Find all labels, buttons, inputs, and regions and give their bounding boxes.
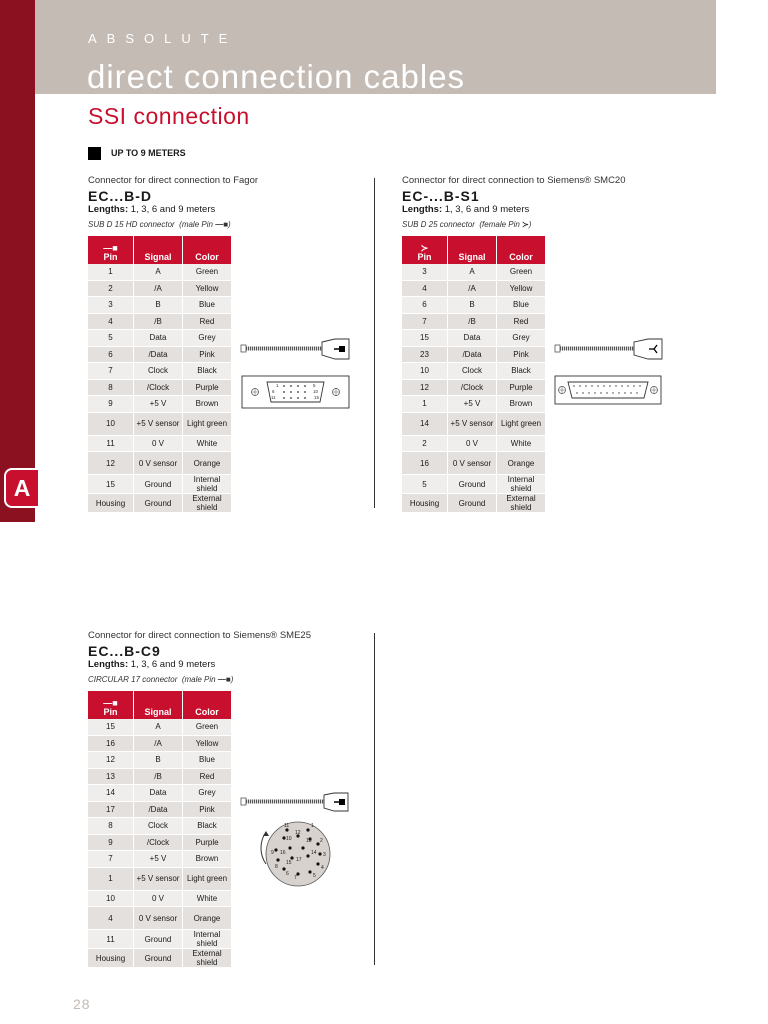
table-row <box>402 363 545 380</box>
pin-label: 10 <box>313 389 319 394</box>
color-header: Color <box>497 236 545 264</box>
signal-cell: /Data <box>134 347 182 364</box>
signal-cell: 0 V <box>448 436 496 453</box>
connector-type <box>88 220 258 229</box>
pin-label: 12 <box>295 830 301 836</box>
pin-cell: 15 <box>88 475 133 494</box>
male-pin-icon: —■ <box>103 698 118 708</box>
cable-description: Connector for direct connection to Siemens® SMC20 <box>402 175 626 186</box>
pin-cell: 17 <box>88 802 133 819</box>
table-row <box>402 436 545 453</box>
cable-lengths <box>88 659 311 670</box>
pin-cell: Housing <box>402 494 447 513</box>
color-cell: Pink <box>183 347 231 364</box>
cable-lengths <box>88 204 258 215</box>
pin-label: 6 <box>272 389 275 394</box>
pin-label: 11 <box>284 823 290 829</box>
connector-name: CIRCULAR 17 connector <box>88 675 178 684</box>
color-cell: Orange <box>183 907 231 930</box>
color-cell: Blue <box>183 752 231 769</box>
left-red-bar <box>0 0 35 522</box>
table-row <box>88 907 231 930</box>
signal-cell: B <box>448 297 496 314</box>
table-row <box>88 949 231 968</box>
male-pin-icon: —■ <box>103 243 118 253</box>
table-row <box>88 719 231 736</box>
table-row <box>88 785 231 802</box>
pin-label: 13 <box>306 838 312 844</box>
cable-lengths <box>402 204 626 215</box>
table-row <box>88 494 231 513</box>
table-row <box>88 297 231 314</box>
bullet-square-icon <box>88 147 101 160</box>
signal-cell: Data <box>134 785 182 802</box>
pin-cell: 16 <box>402 452 447 475</box>
circular17-cable-illustration <box>240 792 352 892</box>
signal-cell: /Data <box>134 802 182 819</box>
pin-cell: 9 <box>88 835 133 852</box>
pin-header <box>88 691 133 719</box>
pin-type-close: ) <box>230 675 234 684</box>
table-row <box>88 281 231 298</box>
lengths-value: 1, 3, 6 and 9 meters <box>130 204 216 215</box>
cable-code: EC...B-C9 <box>88 643 161 659</box>
table-row <box>402 264 545 281</box>
connector-name: SUB D 25 connector <box>402 220 475 229</box>
pin-cell: 10 <box>402 363 447 380</box>
signal-cell: +5 V <box>134 396 182 413</box>
pin-cell: 5 <box>402 475 447 494</box>
signal-cell: /A <box>134 736 182 753</box>
signal-cell: 0 V sensor <box>448 452 496 475</box>
signal-cell: /B <box>134 314 182 331</box>
pin-cell: 15 <box>88 719 133 736</box>
pin-cell: 2 <box>88 281 133 298</box>
pin-label: 5 <box>313 873 316 879</box>
pin-cell: 3 <box>88 297 133 314</box>
signal-header: Signal <box>134 236 182 264</box>
pin-label: 10 <box>286 836 292 842</box>
signal-cell: 0 V <box>134 436 182 453</box>
table-row <box>88 802 231 819</box>
pin-cell: 23 <box>402 347 447 364</box>
section-tab[interactable]: A <box>4 468 38 508</box>
pin-cell: Housing <box>88 494 133 513</box>
table-row <box>402 314 545 331</box>
pin-table <box>401 236 546 513</box>
female-pin-icon: ≻ <box>420 243 429 253</box>
table-row <box>88 363 231 380</box>
table-row <box>88 436 231 453</box>
table-row <box>402 347 545 364</box>
pin-cell: 10 <box>88 413 133 436</box>
signal-cell: 0 V sensor <box>134 452 182 475</box>
color-cell: Light green <box>497 413 545 436</box>
signal-cell: 0 V sensor <box>134 907 182 930</box>
table-row <box>88 452 231 475</box>
pin-label: 1 <box>276 383 279 388</box>
female-pin-icon: ≻ <box>522 220 529 229</box>
table-row <box>88 868 231 891</box>
pin-cell: 7 <box>88 851 133 868</box>
signal-cell: +5 V sensor <box>448 413 496 436</box>
pin-cell: 4 <box>402 281 447 298</box>
pin-label: 11 <box>271 395 276 400</box>
subd25-cable-illustration <box>554 338 666 408</box>
table-row <box>402 413 545 436</box>
signal-cell: A <box>134 719 182 736</box>
pin-table <box>87 236 232 513</box>
color-cell: Red <box>183 769 231 786</box>
color-cell: Red <box>497 314 545 331</box>
pin-cell: 5 <box>88 330 133 347</box>
male-pin-icon: —■ <box>217 675 231 684</box>
pin-cell: 1 <box>402 396 447 413</box>
pin-label: 17 <box>296 857 302 863</box>
color-cell: Internal shield <box>183 475 231 494</box>
pin-table <box>87 691 232 968</box>
color-cell: Grey <box>183 330 231 347</box>
pin-cell: 6 <box>402 297 447 314</box>
color-cell: Green <box>183 264 231 281</box>
color-cell: Grey <box>497 330 545 347</box>
color-cell: Internal shield <box>183 930 231 949</box>
signal-cell: Data <box>134 330 182 347</box>
cable-description: Connector for direct connection to Siemens® SME25 <box>88 630 311 641</box>
color-cell: White <box>497 436 545 453</box>
column-divider <box>374 178 375 508</box>
color-cell: Brown <box>183 851 231 868</box>
color-cell: Red <box>183 314 231 331</box>
color-cell: Purple <box>183 835 231 852</box>
pin-cell: 4 <box>88 314 133 331</box>
color-header: Color <box>183 236 231 264</box>
pin-header-label: Pin <box>417 252 432 262</box>
pin-cell: 7 <box>402 314 447 331</box>
signal-cell: Ground <box>134 930 182 949</box>
pin-header-label: Pin <box>103 707 118 717</box>
signal-cell: Clock <box>448 363 496 380</box>
color-cell: Pink <box>497 347 545 364</box>
pin-header-label: Pin <box>103 252 118 262</box>
signal-cell: /B <box>134 769 182 786</box>
signal-cell: B <box>134 297 182 314</box>
pin-label: 1 <box>311 823 314 829</box>
table-row <box>402 452 545 475</box>
table-row <box>88 314 231 331</box>
color-cell: Orange <box>497 452 545 475</box>
table-row <box>402 281 545 298</box>
signal-cell: /B <box>448 314 496 331</box>
table-row <box>88 736 231 753</box>
pin-cell: 1 <box>88 868 133 891</box>
signal-cell: /A <box>448 281 496 298</box>
table-row <box>88 818 231 835</box>
color-cell: Black <box>183 818 231 835</box>
pin-cell: 13 <box>88 769 133 786</box>
cable-code: EC...B-D <box>88 188 152 204</box>
pin-type: (male Pin <box>181 675 216 684</box>
signal-cell: B <box>134 752 182 769</box>
brand-label: ABSOLUTE <box>88 31 238 46</box>
pin-label: 8 <box>275 864 278 870</box>
cable-code: EC-...B-S1 <box>402 188 480 204</box>
pin-cell: 10 <box>88 891 133 908</box>
lengths-label: Lengths: <box>88 204 129 215</box>
connector-type <box>402 220 626 229</box>
signal-cell: 0 V <box>134 891 182 908</box>
pin-label: 15 <box>314 395 320 400</box>
table-row <box>402 494 545 513</box>
signal-cell: +5 V <box>134 851 182 868</box>
table-row <box>88 264 231 281</box>
color-cell: Yellow <box>183 281 231 298</box>
table-row <box>402 396 545 413</box>
color-cell: Pink <box>183 802 231 819</box>
pin-label: 3 <box>323 852 326 858</box>
pin-type-close: ) <box>228 220 231 229</box>
signal-cell: +5 V <box>448 396 496 413</box>
pin-cell: 6 <box>88 347 133 364</box>
table-row <box>88 475 231 494</box>
pin-label: 16 <box>280 850 286 856</box>
color-cell: Black <box>183 363 231 380</box>
pin-type-close: ) <box>528 220 532 229</box>
signal-cell: A <box>134 264 182 281</box>
table-row <box>402 475 545 494</box>
signal-cell: /Clock <box>448 380 496 397</box>
pin-cell: 12 <box>402 380 447 397</box>
pin-header <box>402 236 447 264</box>
pin-cell: 4 <box>88 907 133 930</box>
pin-cell: 14 <box>88 785 133 802</box>
signal-cell: /Clock <box>134 380 182 397</box>
pin-cell: 1 <box>88 264 133 281</box>
column-divider <box>374 633 375 965</box>
color-cell: White <box>183 891 231 908</box>
pin-cell: 12 <box>88 752 133 769</box>
pin-type: (male Pin <box>179 220 213 229</box>
connector-type <box>88 675 311 684</box>
signal-cell: /Data <box>448 347 496 364</box>
pin-cell: 11 <box>88 930 133 949</box>
pin-cell: 14 <box>402 413 447 436</box>
pin-label: 4 <box>321 865 324 871</box>
table-row <box>88 330 231 347</box>
lengths-value: 1, 3, 6 and 9 meters <box>444 204 530 215</box>
pin-header <box>88 236 133 264</box>
signal-cell: A <box>448 264 496 281</box>
color-cell: Blue <box>497 297 545 314</box>
pin-cell: 12 <box>88 452 133 475</box>
section-subtitle: SSI connection <box>88 103 250 129</box>
cable-description: Connector for direct connection to Fagor <box>88 175 259 186</box>
table-row <box>88 851 231 868</box>
color-cell: Brown <box>497 396 545 413</box>
signal-cell: Ground <box>448 494 496 513</box>
table-row <box>88 380 231 397</box>
color-cell: Blue <box>183 297 231 314</box>
signal-header: Signal <box>448 236 496 264</box>
color-cell: Green <box>183 719 231 736</box>
pin-cell: 11 <box>88 436 133 453</box>
table-row <box>88 835 231 852</box>
page-number: 28 <box>73 996 91 1012</box>
pin-cell: 9 <box>88 396 133 413</box>
lengths-value: 1, 3, 6 and 9 meters <box>130 659 216 670</box>
pin-cell: 8 <box>88 380 133 397</box>
signal-cell: /A <box>134 281 182 298</box>
color-cell: Yellow <box>497 281 545 298</box>
male-pin-icon: —■ <box>215 220 229 229</box>
pin-cell: 8 <box>88 818 133 835</box>
color-cell: External shield <box>183 949 231 968</box>
pin-label: 2 <box>320 838 323 844</box>
signal-header: Signal <box>134 691 182 719</box>
signal-cell: /Clock <box>134 835 182 852</box>
connector-name: SUB D 15 HD connector <box>88 220 175 229</box>
table-row <box>402 330 545 347</box>
pin-cell: 3 <box>402 264 447 281</box>
table-row <box>88 396 231 413</box>
signal-cell: +5 V sensor <box>134 413 182 436</box>
lengths-label: Lengths: <box>402 204 443 215</box>
table-row <box>88 752 231 769</box>
pin-cell: 15 <box>402 330 447 347</box>
table-row <box>402 380 545 397</box>
lengths-label: Lengths: <box>88 659 129 670</box>
signal-cell: +5 V sensor <box>134 868 182 891</box>
color-cell: Purple <box>183 380 231 397</box>
table-row <box>88 769 231 786</box>
table-row <box>88 930 231 949</box>
table-row <box>402 297 545 314</box>
signal-cell: Clock <box>134 363 182 380</box>
signal-cell: Data <box>448 330 496 347</box>
table-row <box>88 413 231 436</box>
pin-type: (female Pin <box>479 220 520 229</box>
signal-cell: Ground <box>134 949 182 968</box>
color-cell: Orange <box>183 452 231 475</box>
pin-label: 14 <box>311 850 317 856</box>
pin-cell: 2 <box>402 436 447 453</box>
color-cell: External shield <box>497 494 545 513</box>
color-cell: Black <box>497 363 545 380</box>
page-title: direct connection cables <box>87 58 466 95</box>
color-cell: Light green <box>183 413 231 436</box>
table-row <box>88 891 231 908</box>
color-cell: External shield <box>183 494 231 513</box>
color-cell: Green <box>497 264 545 281</box>
color-cell: Light green <box>183 868 231 891</box>
pin-label: 5 <box>313 383 316 388</box>
color-cell: Purple <box>497 380 545 397</box>
pin-cell: 7 <box>88 363 133 380</box>
color-cell: Brown <box>183 396 231 413</box>
color-header: Color <box>183 691 231 719</box>
signal-cell: Clock <box>134 818 182 835</box>
signal-cell: Ground <box>134 494 182 513</box>
pin-cell: Housing <box>88 949 133 968</box>
color-cell: Yellow <box>183 736 231 753</box>
color-cell: Grey <box>183 785 231 802</box>
table-row <box>88 347 231 364</box>
signal-cell: Ground <box>134 475 182 494</box>
color-cell: White <box>183 436 231 453</box>
section-label: UP TO 9 METERS <box>111 148 186 158</box>
pin-label: 15 <box>286 860 292 866</box>
pin-label: 6 <box>286 871 289 877</box>
signal-cell: Ground <box>448 475 496 494</box>
color-cell: Internal shield <box>497 475 545 494</box>
pin-cell: 16 <box>88 736 133 753</box>
subd15-cable-illustration <box>240 335 352 411</box>
pin-label: 9 <box>271 850 274 856</box>
pin-label: 7 <box>294 875 297 881</box>
cable-block-fagor <box>88 175 258 513</box>
